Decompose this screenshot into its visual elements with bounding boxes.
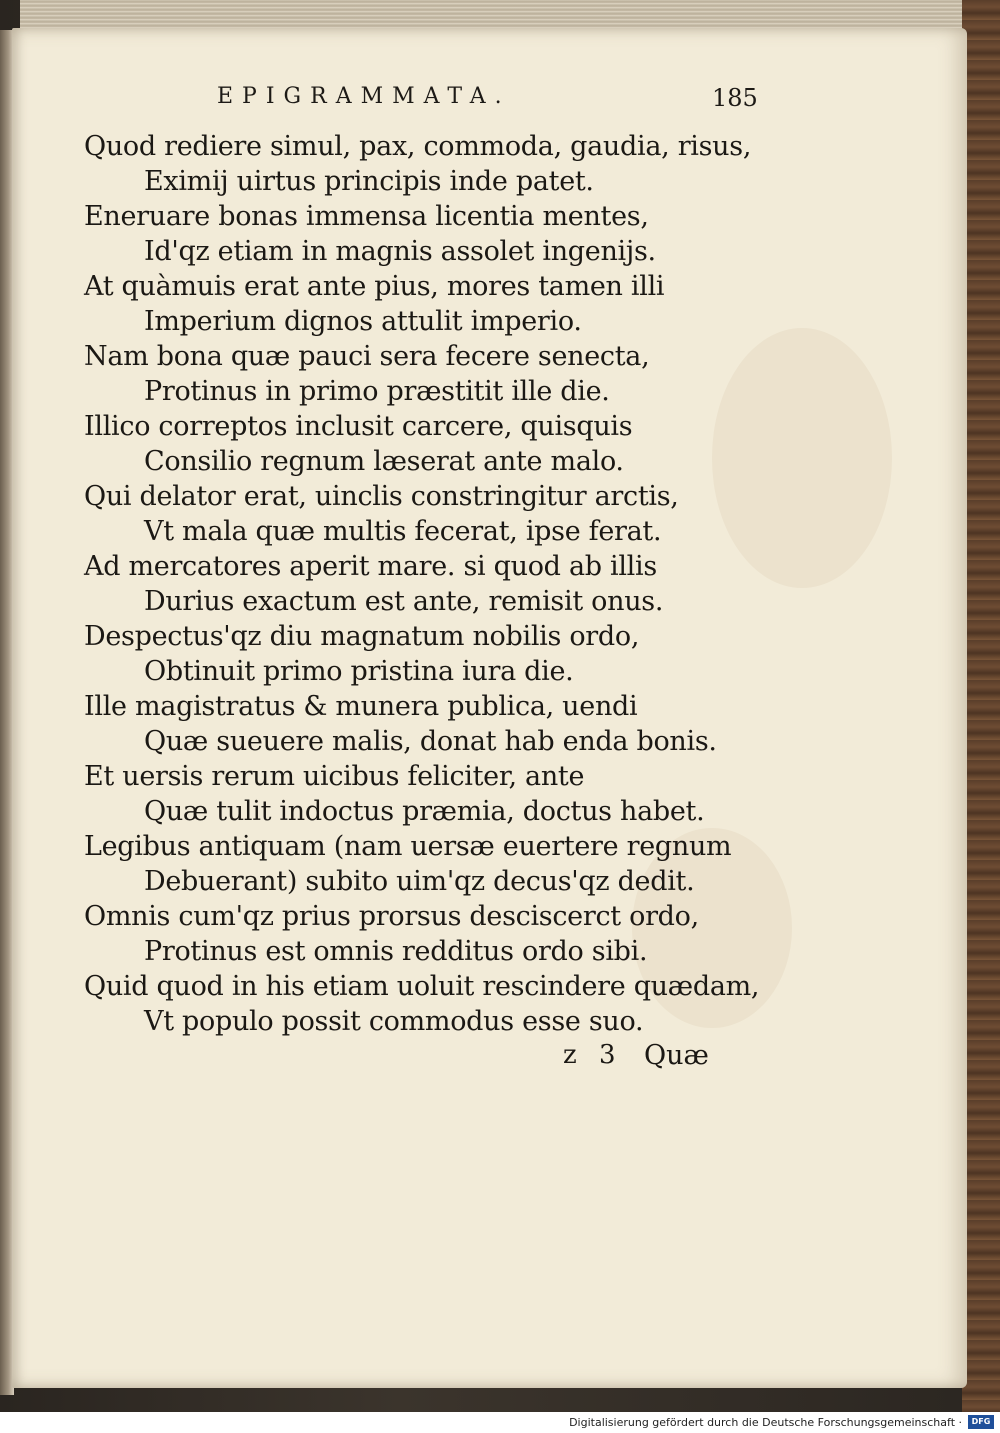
- verse-line: Vt mala quæ multis fecerat, ipse ferat.: [144, 516, 662, 547]
- verse-line: Vt populo possit commodus esse suo.: [144, 1006, 644, 1037]
- verse-line: Consilio regnum læserat ante malo.: [144, 446, 624, 477]
- verse-line: Debuerant) subito uim'qz decus'qz dedit.: [144, 866, 695, 897]
- verse-line: Quæ tulit indoctus præmia, doctus habet.: [144, 796, 705, 827]
- digitization-credit: Digitalisierung gefördert durch die Deutsche Forschungsgemeinschaft ·: [569, 1416, 962, 1429]
- verse-line: Ille magistratus & munera publica, uendi: [84, 691, 638, 722]
- verse-line: Legibus antiquam (nam uersæ euertere regnum: [84, 831, 732, 862]
- verse-line: Eximij uirtus principis inde patet.: [144, 166, 594, 197]
- verse-line: Protinus in primo præstitit ille die.: [144, 376, 610, 407]
- verse-line: Qui delator erat, uinclis constringitur arctis,: [84, 481, 679, 512]
- verse-line: Et uersis rerum uicibus feliciter, ante: [84, 761, 585, 792]
- verse-line: Eneruare bonas immensa licentia mentes,: [84, 201, 649, 232]
- verse-line: Quæ sueuere malis, donat hab enda bonis.: [144, 726, 717, 757]
- signature-mark: z 3: [563, 1040, 616, 1070]
- catchword: Quæ: [644, 1040, 709, 1071]
- verse-line: Id'qz etiam in magnis assolet ingenijs.: [144, 236, 656, 267]
- running-title: EPIGRAMMATA.: [217, 84, 511, 109]
- verse-line: Protinus est omnis redditus ordo sibi.: [144, 936, 648, 967]
- verse-line: Quod rediere simul, pax, commoda, gaudia, risus,: [84, 131, 752, 162]
- page-number: 185: [712, 84, 758, 112]
- verse-line: Imperium dignos attulit imperio.: [144, 306, 582, 337]
- verse-line: Illico correptos inclusit carcere, quisquis: [84, 411, 633, 442]
- verse-line: Obtinuit primo pristina iura die.: [144, 656, 574, 687]
- book-cover-edge: [962, 0, 1000, 1412]
- verse-line: At quàmuis erat ante pius, mores tamen illi: [84, 271, 665, 302]
- verse-line: Despectus'qz diu magnatum nobilis ordo,: [84, 621, 640, 652]
- verse-line: Quid quod in his etiam uoluit rescindere quædam,: [84, 971, 760, 1002]
- verse-line: Ad mercatores aperit mare. si quod ab illis: [84, 551, 657, 582]
- dfg-logo: DFG: [968, 1415, 994, 1429]
- verse-line: Omnis cum'qz prius prorsus desciscerct ordo,: [84, 901, 699, 932]
- verse-line: Nam bona quæ pauci sera fecere senecta,: [84, 341, 650, 372]
- paper-stain: [712, 328, 892, 588]
- verse-line: Durius exactum est ante, remisit onus.: [144, 586, 664, 617]
